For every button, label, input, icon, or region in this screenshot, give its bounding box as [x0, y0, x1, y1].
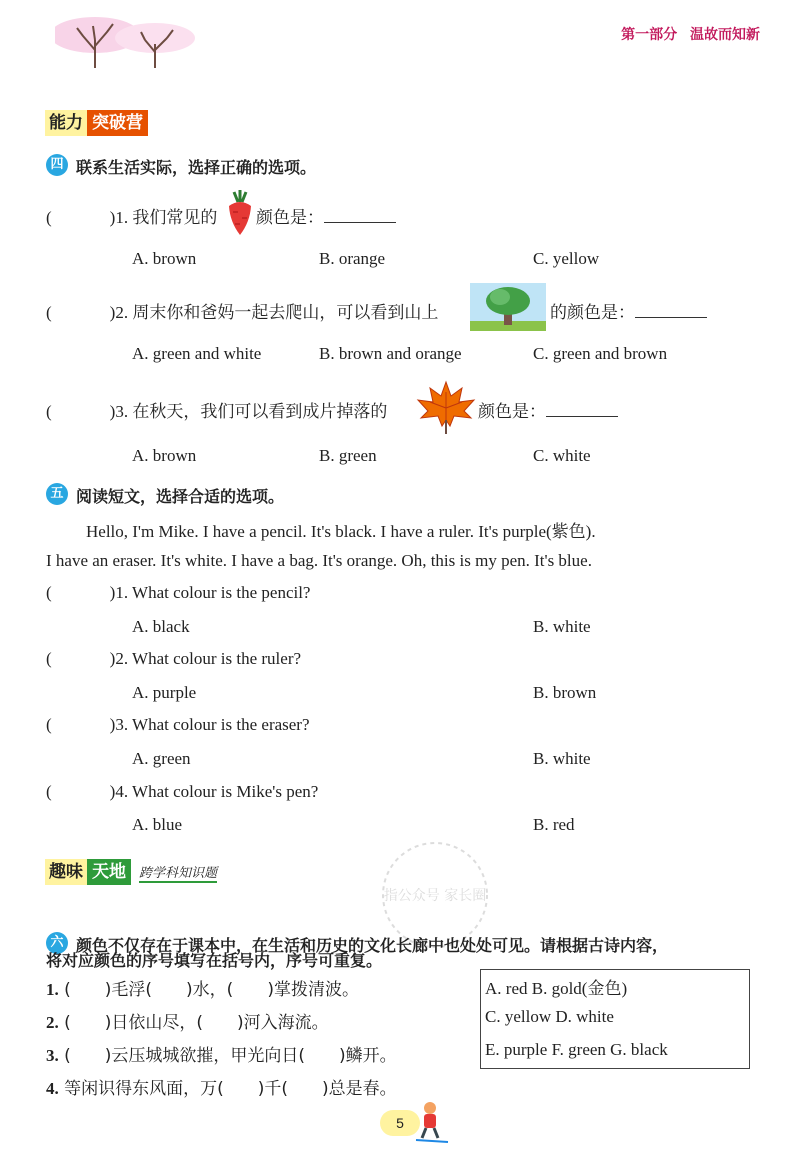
s4-question-2: ( )2. 周末你和爸妈一起去爬山，可以看到山上 — [46, 303, 439, 323]
s5-q3-opt-a: A. green — [132, 749, 191, 768]
s4-question-1: ( )1. 我们常见的 — [46, 208, 218, 228]
section4-title: 联系生活实际，选择正确的选项。 — [76, 158, 317, 177]
s4-q3-text-pre: 在秋天，我们可以看到成片掉落的 — [132, 402, 388, 422]
s5-q3-opt-b: B. white — [533, 749, 591, 768]
s5-q2-number: )2. — [109, 649, 129, 668]
header-trees-decoration — [55, 10, 195, 70]
ability-banner-label-a: 能力 — [45, 110, 87, 136]
s5-q4-text: What colour is Mike's pen? — [132, 782, 319, 801]
s5-q1-opt-a: A. black — [132, 617, 190, 636]
s4-q3-answer-blank[interactable] — [546, 415, 618, 417]
page-number: 5 — [380, 1110, 420, 1136]
s6-line-3-text: ( )云压城城欲摧，甲光向日( )鳞开。 — [64, 1046, 397, 1066]
s5-q4-opt-b: B. red — [533, 815, 575, 834]
s6-line-3 — [46, 1041, 397, 1066]
s5-q4-opt-a: A. blue — [132, 815, 183, 834]
s4-q3-opt-a: A. brown — [132, 446, 197, 465]
s4-q2-opt-b: B. brown and orange — [319, 344, 462, 363]
header-part: 第一部分 — [621, 27, 678, 43]
s4-q1-opt-c: C. yellow — [533, 249, 600, 268]
fun-banner-subtitle: 跨学科知识题 — [139, 862, 217, 883]
s4-q1-opt-b: B. orange — [319, 249, 386, 268]
maple-leaf-icon — [416, 380, 476, 434]
s4-q3-opt-c: C. white — [533, 446, 591, 465]
s5-q1-number: )1. — [109, 583, 129, 602]
s5-q3-text: What colour is the eraser? — [132, 715, 310, 734]
s4-question-3: ( )3. 在秋天，我们可以看到成片掉落的 — [46, 402, 388, 422]
s6-line-3-number: 3. — [46, 1046, 59, 1065]
fun-banner-label-b: 天地 — [87, 859, 131, 885]
watermark-text: 指公众号 家长圈 — [383, 888, 487, 904]
s4-q2-text-pre: 周末你和爸妈一起去爬山，可以看到山上 — [132, 303, 439, 323]
fun-banner — [45, 859, 217, 885]
section5-title: 阅读短文，选择合适的选项。 — [76, 487, 285, 506]
fun-banner-label-a: 趣味 — [45, 859, 87, 885]
s6-line-4-text: 等闲识得东风面，万( )千( )总是春。 — [64, 1079, 397, 1099]
section6-title-line-1: 颜色不仅存在于课本中，在生活和历史的文化长廊中也处处可见。请根据古诗内容， — [76, 936, 669, 955]
s5-q1-opt-b: B. white — [533, 617, 591, 636]
color-options-row-2: C. yellow D. white — [485, 1007, 614, 1026]
s5-question-4: ( )4. What colour is Mike's pen? — [46, 782, 319, 801]
s4-q3-text-post: 颜色是： — [478, 402, 546, 422]
section6-title-line-2-text: 将对应颜色的序号填写在括号内，序号可重复。 — [46, 951, 383, 970]
s4-q1-number: )1. — [109, 208, 129, 227]
section4-number-badge: 四 — [46, 154, 68, 176]
s5-q2-opt-b: B. brown — [533, 683, 597, 702]
header-breadcrumb — [613, 24, 760, 44]
s6-line-1-number: 1. — [46, 980, 59, 999]
s4-q2-opt-c: C. green and brown — [533, 344, 668, 363]
s6-line-4 — [46, 1074, 397, 1099]
color-options-row-1: A. red B. gold(金色) — [485, 979, 628, 998]
s4-q3-number: )3. — [109, 402, 129, 421]
s4-q2-text-post: 的颜色是： — [550, 303, 635, 323]
s5-passage-line-1: Hello, I'm Mike. I have a pencil. It's black. I have a ruler. It's purple(紫色). — [86, 522, 596, 541]
s5-q4-number: )4. — [109, 782, 129, 801]
s4-q1-answer-blank[interactable] — [324, 221, 396, 223]
s6-line-1 — [46, 975, 359, 1000]
s4-q3-text-post-wrap — [478, 397, 618, 422]
s6-line-2-number: 2. — [46, 1013, 59, 1032]
header-title: 温故而知新 — [690, 27, 760, 43]
color-options-row-3: E. purple F. green G. black — [485, 1040, 668, 1059]
tree-on-mountain-icon — [470, 283, 546, 331]
s5-question-1: ( )1. What colour is the pencil? — [46, 583, 311, 602]
carrot-icon — [226, 190, 254, 236]
s4-q2-text-post-wrap — [550, 298, 707, 323]
s4-q1-opt-a: A. brown — [132, 249, 197, 268]
color-options-box — [480, 969, 750, 1069]
s5-q2-opt-a: A. purple — [132, 683, 197, 702]
s6-line-2 — [46, 1008, 329, 1033]
s5-q1-text: What colour is the pencil? — [132, 583, 311, 602]
s6-line-2-text: ( )日依山尽，( )河入海流。 — [64, 1013, 329, 1033]
s4-q1-text-post: 颜色是： — [256, 208, 324, 228]
s5-q2-text: What colour is the ruler? — [132, 649, 302, 668]
s5-question-2: ( )2. What colour is the ruler? — [46, 649, 302, 668]
s5-question-3: ( )3. What colour is the eraser? — [46, 715, 310, 734]
s4-q3-opt-b: B. green — [319, 446, 377, 465]
s4-q1-text-post-wrap — [256, 203, 396, 228]
s6-line-4-number: 4. — [46, 1079, 59, 1098]
s4-q2-answer-blank[interactable] — [635, 316, 707, 318]
section5-number-badge: 五 — [46, 483, 68, 505]
s4-q2-opt-a: A. green and white — [132, 344, 262, 363]
section6-number-badge: 六 — [46, 932, 68, 954]
s4-q1-text-pre: 我们常见的 — [132, 208, 218, 228]
skier-mascot-icon — [414, 1100, 450, 1144]
ability-banner — [45, 110, 148, 136]
s4-q2-number: )2. — [109, 303, 129, 322]
s5-q3-number: )3. — [109, 715, 129, 734]
ability-banner-label-b: 突破营 — [87, 110, 148, 136]
s6-line-1-text: ( )毛浮( )水，( )掌拨清波。 — [64, 980, 359, 1000]
s5-passage-line-2: I have an eraser. It's white. I have a bag. It's orange. Oh, this is my pen. It's blue. — [46, 551, 592, 570]
